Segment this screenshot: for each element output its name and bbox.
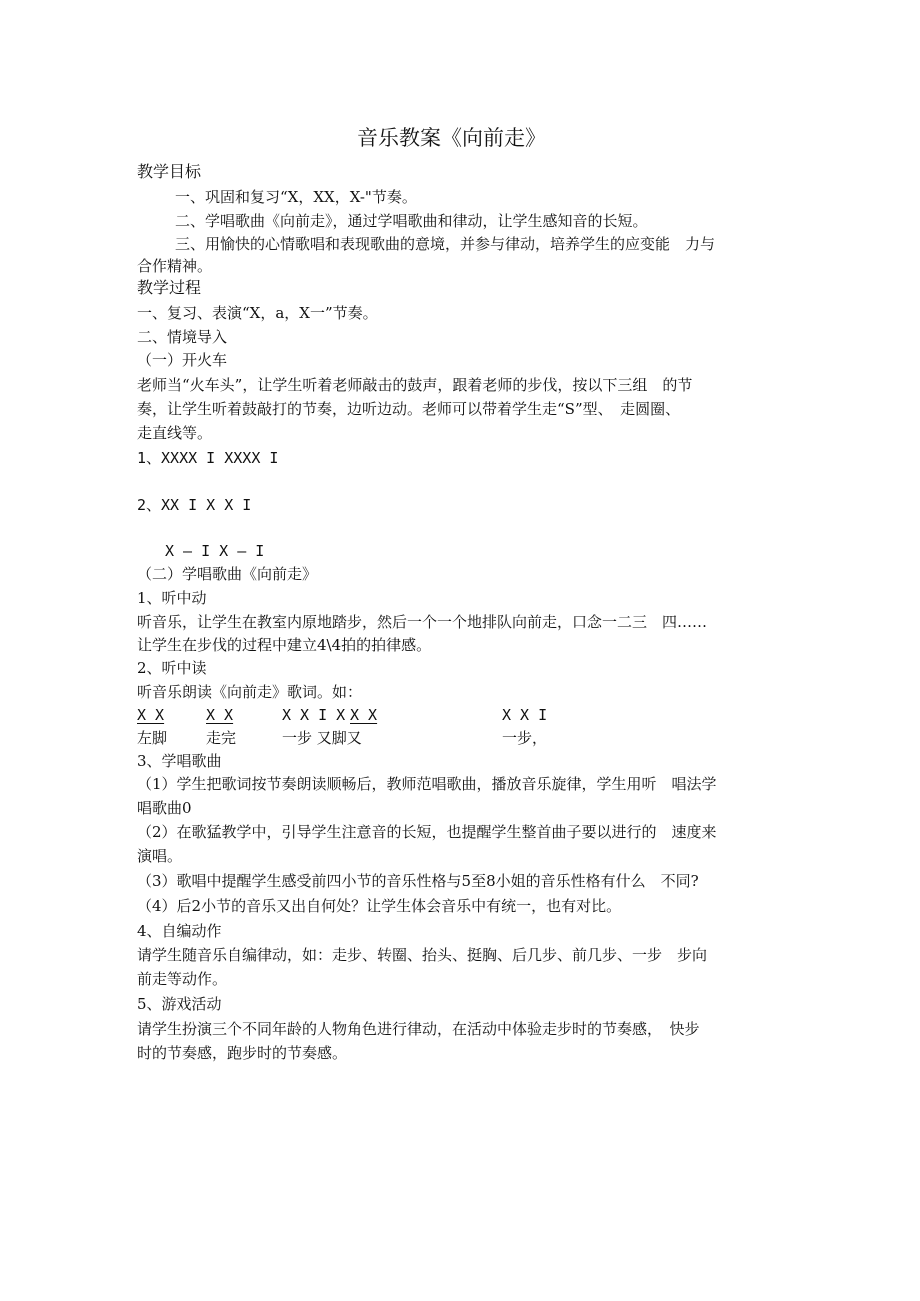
- objective-item: 合作精神。: [137, 257, 213, 275]
- lyric-word: 一步，: [502, 729, 548, 747]
- paragraph-line: （4）后2小节的音乐又出自何处？让学生体会音乐中有统一，也有对比。: [137, 897, 622, 915]
- objective-item: 二、学唱歌曲《向前走》，通过学唱歌曲和律动，让学生感知音的长短。: [175, 212, 648, 230]
- objectives-heading: 教学目标: [137, 162, 202, 181]
- paragraph-line: 老师当“火车头”，让学生听着老师敲击的鼓声，跟着老师的步伐，按以下三组 的节: [137, 376, 693, 394]
- process-heading: 教学过程: [137, 278, 202, 297]
- rhythm-notation: X X: [137, 706, 165, 724]
- step-title: 3、学唱歌曲: [137, 752, 222, 770]
- rhythm-notation: X X: [206, 706, 234, 724]
- paragraph-line: 听音乐，让学生在教室内原地踏步，然后一个一个地排队向前走，口念一二三 四……: [137, 613, 708, 631]
- paragraph-line: 演唱。: [137, 847, 183, 865]
- rhythm-notation: X X I: [502, 706, 548, 724]
- paragraph-line: 奏，让学生听着鼓敲打的节奏，边听边动。老师可以带着学生走“S”型、 走圆圈、: [137, 400, 681, 418]
- paragraph-line: 唱歌曲0: [137, 799, 192, 817]
- lyric-word: 走完: [206, 729, 237, 747]
- paragraph-line: 让学生在步伐的过程中建立4\4拍的拍律感。: [137, 636, 432, 654]
- rhythm-notation: X X: [350, 706, 378, 724]
- step-title: 1、听中动: [137, 589, 207, 607]
- rhythm-line: 1、XXXX I XXXX I: [137, 449, 279, 467]
- step-title: 5、游戏活动: [137, 995, 222, 1013]
- paragraph-line: 请学生扮演三个不同年龄的人物角色进行律动，在活动中体验走步时的节奏感， 快步: [137, 1020, 700, 1038]
- lyric-word: 左脚: [137, 729, 168, 747]
- rhythm-line: X — I X — I: [165, 542, 265, 560]
- paragraph-line: 时的节奏感，跑步时的节奏感。: [137, 1044, 348, 1062]
- process-step: 二、情境导入: [137, 328, 228, 346]
- subsection-title: （二）学唱歌曲《向前走》: [137, 565, 318, 583]
- paragraph-line: （1）学生把歌词按节奏朗读顺畅后，教师范唱歌曲，播放音乐旋律，学生用听 唱法学: [137, 775, 717, 793]
- rhythm-line: 2、XX I X X I: [137, 496, 252, 514]
- step-title: 4、自编动作: [137, 922, 222, 940]
- paragraph-line: 请学生随音乐自编律动，如：走步、转圈、抬头、挺胸、后几步、前几步、一步 步向: [137, 946, 708, 964]
- paragraph-line: 听音乐朗读《向前走》歌词。如：: [137, 683, 363, 701]
- document-title: 音乐教案《向前走》: [357, 126, 546, 150]
- paragraph-line: （2）在歌猛教学中，引导学生注意音的长短，也提醒学生整首曲子要以进行的 速度来: [137, 823, 717, 841]
- objective-item: 三、用愉快的心情歌唱和表现歌曲的意境，并参与律动，培养学生的应变能 力与: [175, 235, 716, 253]
- step-title: 2、听中读: [137, 659, 207, 677]
- subsection-title: （一）开火车: [137, 351, 228, 369]
- lyric-word: 一步 又脚又: [282, 729, 362, 747]
- process-step: 一、复习、表演“X，a，X一”节奏。: [137, 304, 378, 322]
- paragraph-line: 前走等动作。: [137, 970, 228, 988]
- rhythm-notation: X X I X: [282, 706, 346, 724]
- objective-item: 一、巩固和复习“X，XX，X-"节奏。: [175, 188, 417, 206]
- paragraph-line: （3）歌唱中提醒学生感受前四小节的音乐性格与5至8小姐的音乐性格有什么 不同?: [137, 872, 699, 890]
- paragraph-line: 走直线等。: [137, 424, 213, 442]
